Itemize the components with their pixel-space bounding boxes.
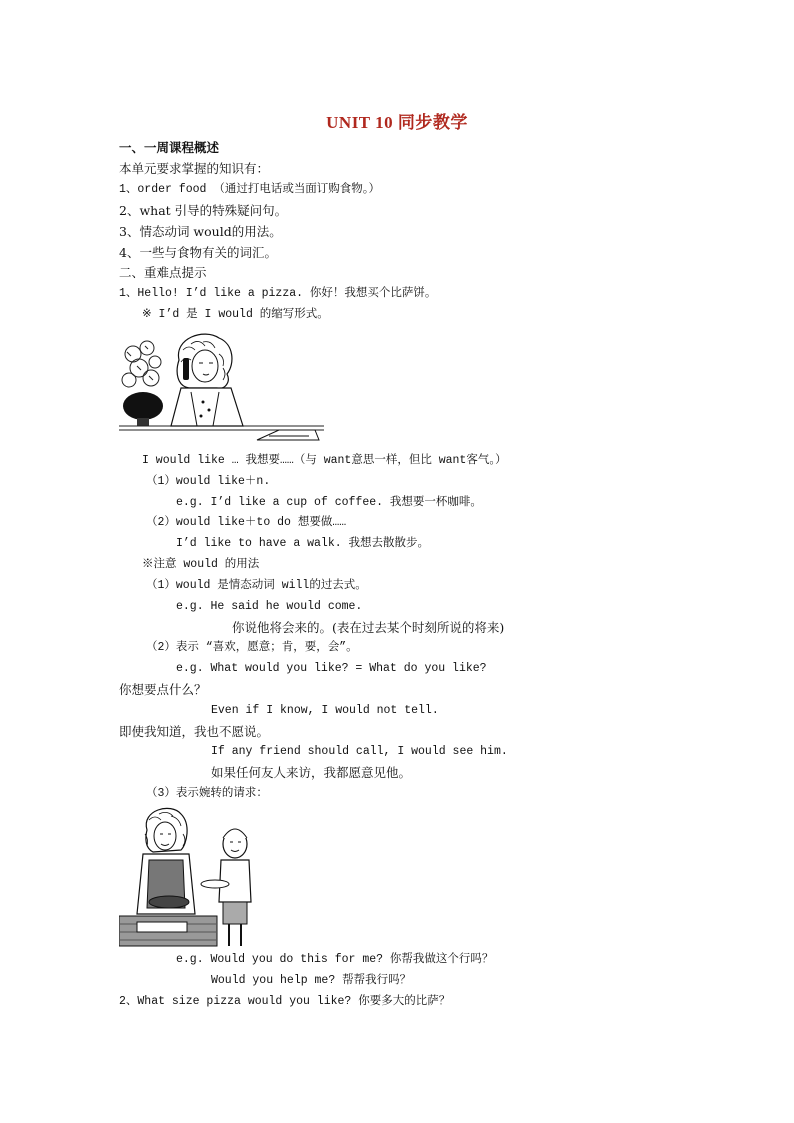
- text-line: I’d like to have a walk. 我想去散散步。: [176, 537, 430, 550]
- text-line: 1、Hello! I’d like a pizza. 你好！我想买个比萨饼。: [119, 287, 437, 300]
- text-line: （1）would like＋n.: [146, 475, 271, 488]
- text-line: （3）表示婉转的请求：: [146, 787, 268, 800]
- text-line: ※ I’d 是 I would 的缩写形式。: [142, 308, 329, 321]
- text-line: 本单元要求掌握的知识有：: [119, 161, 270, 176]
- text-line: e.g. I’d like a cup of coffee. 我想要一杯咖啡。: [176, 496, 482, 509]
- text-line: 4、一些与食物有关的词汇。: [119, 245, 277, 260]
- text-line: 2、what 引导的特殊疑问句。: [119, 203, 288, 218]
- section-heading-overview: 一、一周课程概述: [119, 140, 220, 155]
- text-line: Even if I know, I would not tell.: [211, 704, 439, 717]
- text-line: （2）表示 “喜欢，愿意；肯，要，会”。: [146, 641, 358, 654]
- text-line: 你想要点什么？: [119, 682, 207, 697]
- text-line: Would you help me? 帮帮我行吗？: [211, 974, 412, 987]
- text-line: 你说他将会来的。(表在过去某个时刻所说的将来): [232, 620, 505, 635]
- text-line: If any friend should call, I would see him.: [211, 745, 508, 758]
- text-line: 3、情态动词 would的用法。: [119, 224, 282, 239]
- section-heading-key-points: 二、重难点提示: [119, 265, 207, 280]
- text-line: e.g. He said he would come.: [176, 600, 363, 613]
- text-line: 即使我知道，我也不愿说。: [119, 724, 270, 739]
- text-line: （2）would like＋to do 想要做……: [146, 516, 347, 529]
- phone-call-illustration: [119, 330, 324, 448]
- text-line: e.g. Would you do this for me? 你帮我做这个行吗？: [176, 953, 494, 966]
- text-line: （1）would 是情态动词 will的过去式。: [146, 579, 367, 592]
- text-line: 2、What size pizza would you like? 你要多大的比萨？: [119, 995, 451, 1008]
- text-line: 1、order food （通过打电话或当面订购食物。）: [119, 183, 381, 196]
- text-line: 如果任何友人来访，我都愿意见他。: [211, 765, 412, 780]
- cooking-illustration: [119, 804, 257, 948]
- text-line: I would like … 我想要……（与 want意思一样，但比 want客气。）: [142, 454, 507, 467]
- text-line: e.g. What would you like? = What do you like?: [176, 662, 487, 675]
- page-title: UNIT 10 同步教学: [326, 113, 468, 132]
- text-line: ※注意 would 的用法: [142, 558, 260, 571]
